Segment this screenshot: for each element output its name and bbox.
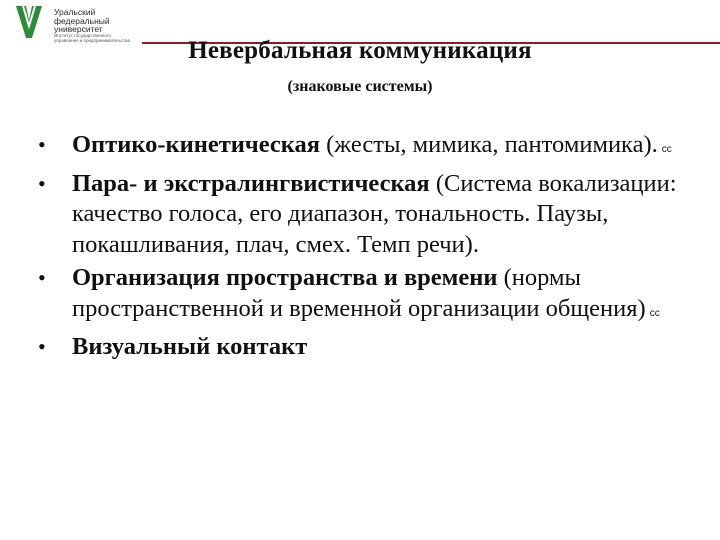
item-mark: cc [661,144,672,155]
list-item [38,263,698,329]
slide-title: Невербальная коммуникация [188,37,532,64]
logo-institute-name: Институт государственного управления и предпринимательства [54,33,130,43]
item-text: (Система вокализации: качество голоса, его диапазон, тональность. Паузы, покашливания, плач, смех. Темп речи). [72,169,677,258]
item-text: (жесты, мимика, пантомимика). [320,131,658,158]
bullet-icon: • [38,132,46,157]
item-heading: Пара- и экстралингвистическая [72,169,430,197]
item-mark: cc [649,307,660,319]
item-text: (нормы пространственной и временной организации общения) [72,264,646,322]
bullet-icon: • [38,265,46,290]
bullet-icon: • [38,170,46,196]
bullet-list [38,130,698,366]
item-heading: Оптико-кинетическая [72,131,321,158]
slide-subtitle: (знаковые системы) [287,78,433,95]
list-item [38,332,698,363]
item-heading: Организация пространства и времени [72,264,498,291]
logo-wordmark: Уральский федеральный университет [54,7,110,34]
ural-university-emblem-icon [14,4,44,40]
item-heading: Визуальный контакт [72,333,308,360]
bullet-icon: • [38,334,46,359]
list-item [38,130,698,166]
list-item [38,169,698,261]
